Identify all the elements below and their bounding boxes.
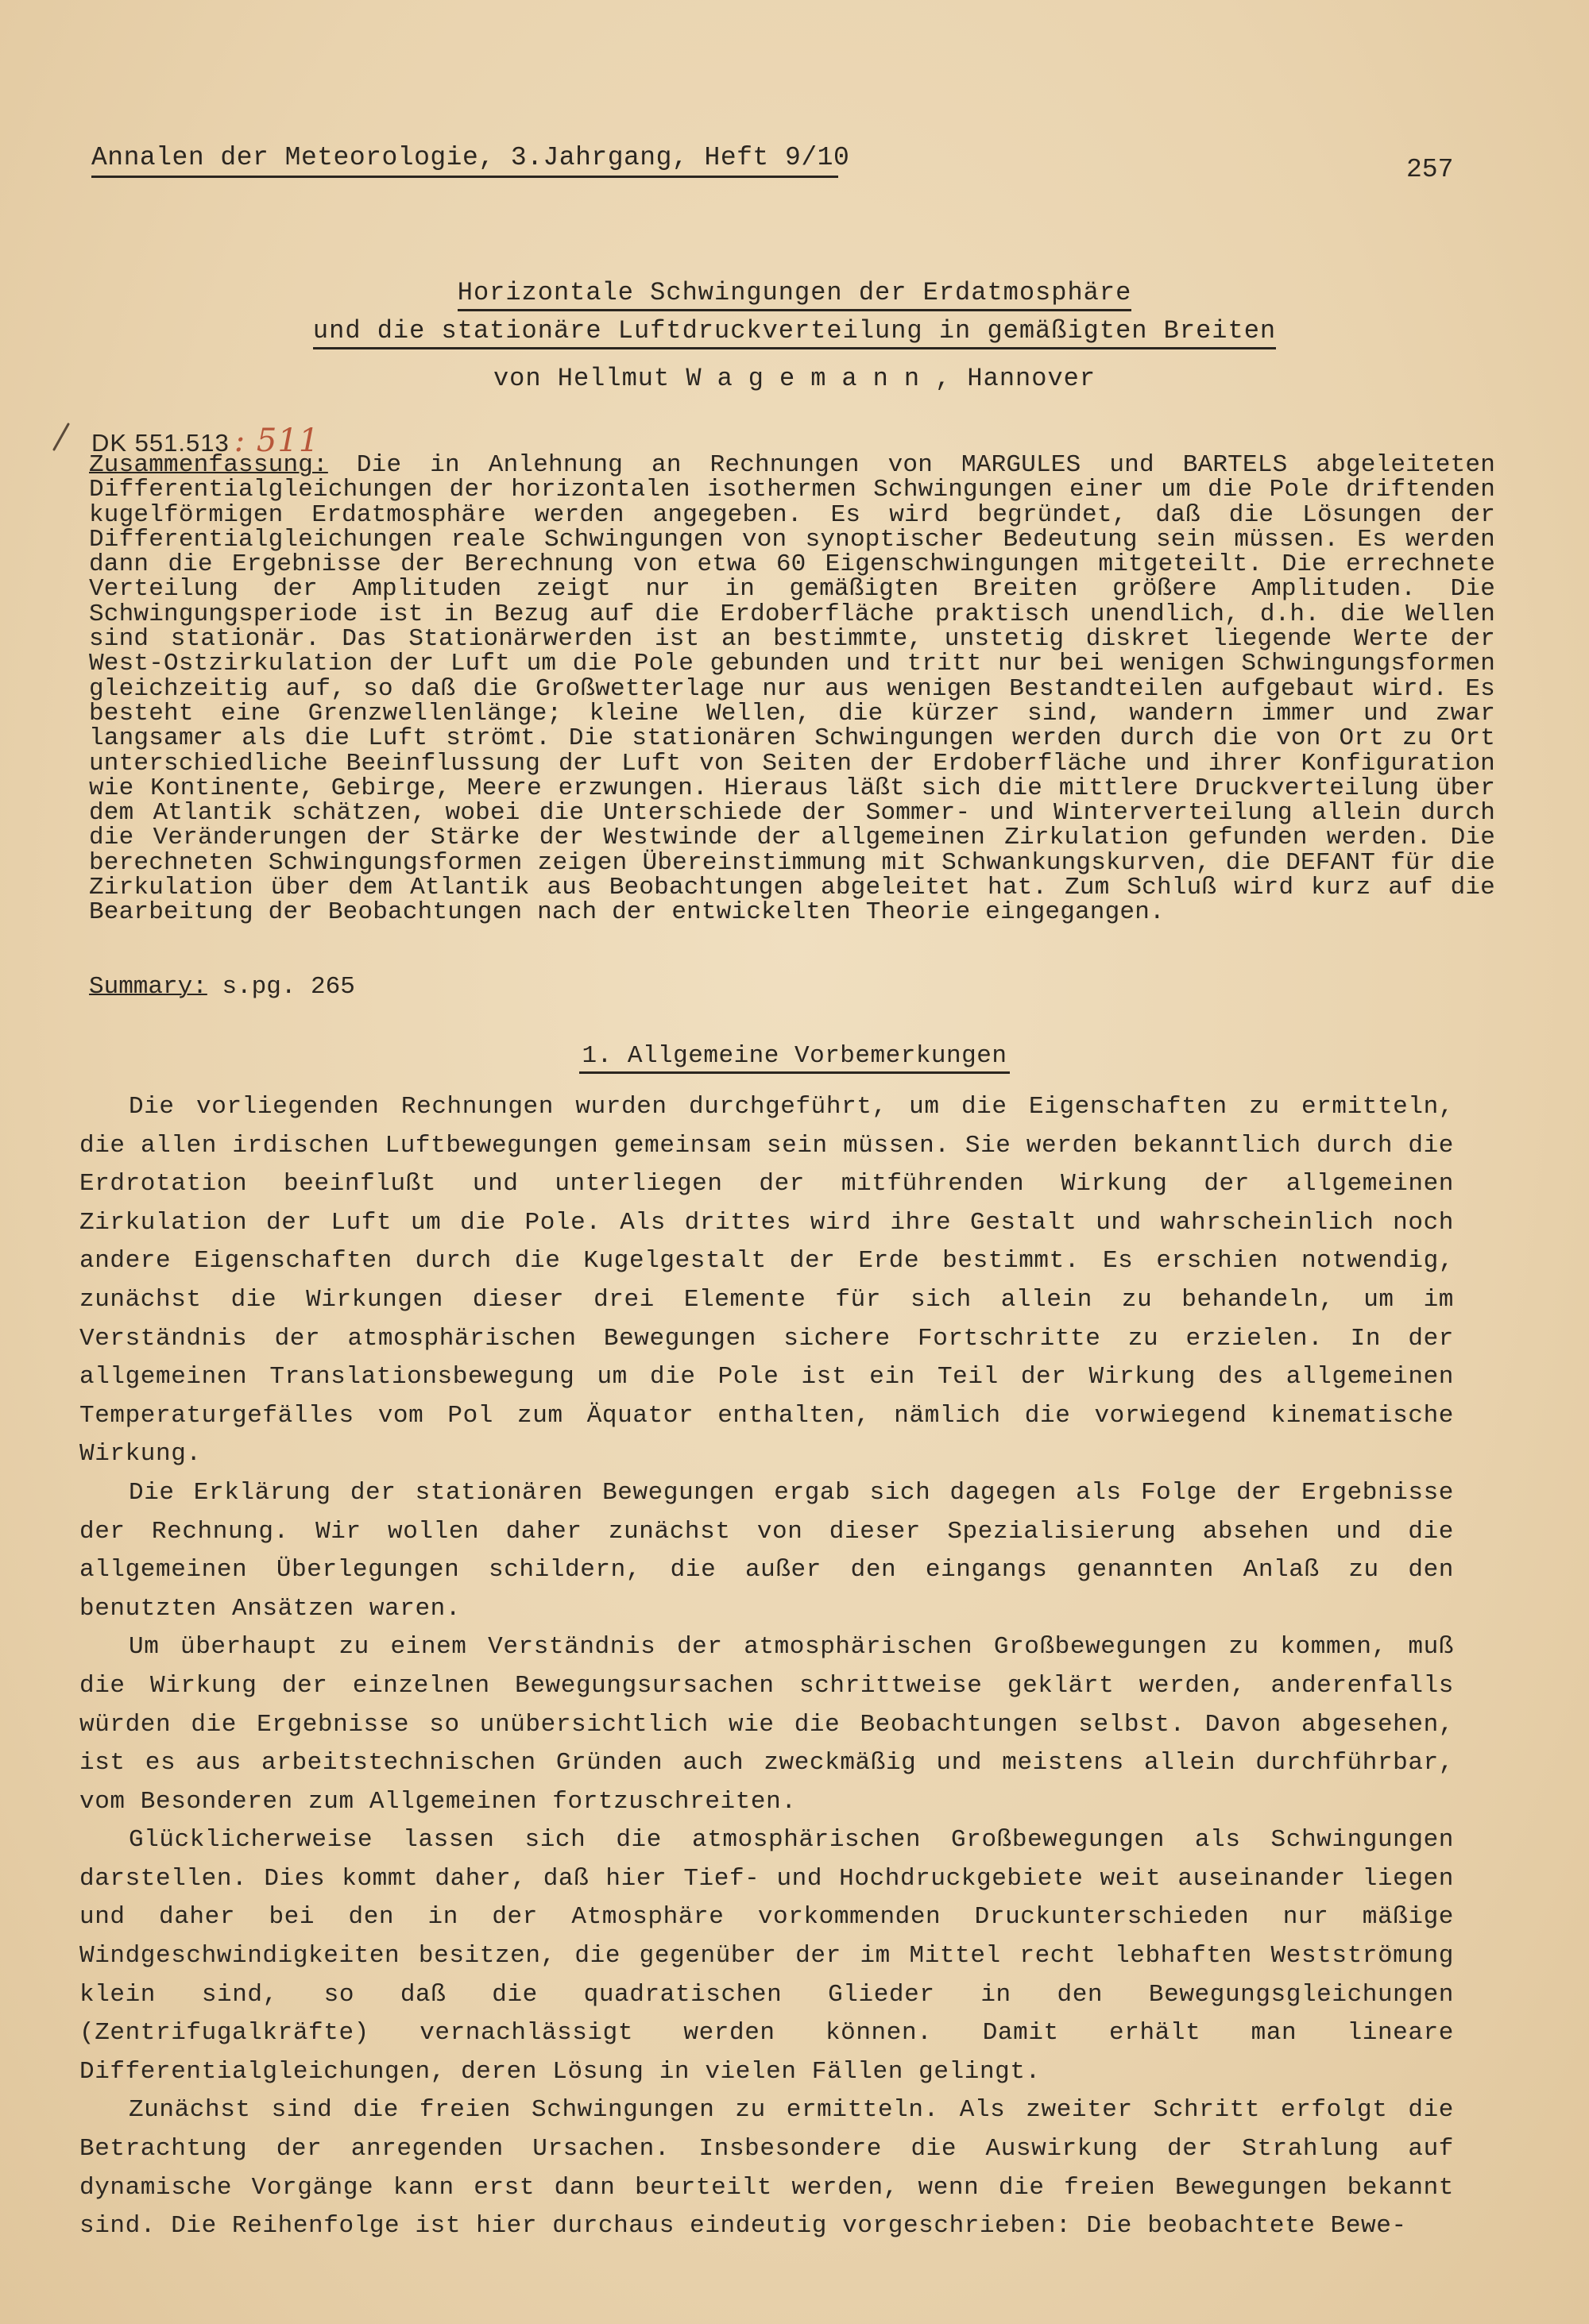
page-number: 257	[1406, 155, 1454, 184]
paragraph: Glücklicherweise lassen sich die atmosphärischen Großbewegungen als Schwingungen darstellen. Dies kommt daher, daß hier Tief- und Hochdruckgebiete weit auseinander liegen und daher bei den in der Atmosphäre vorkommenden Druckunterschieden nur mäßige Windgeschwindigkeiten besitzen, die gegenüber der im Mittel recht lebhaften Westströmung klein sind, so daß die quadratischen Glieder in den Bewegungsgleichungen (Zentrifugalkräfte) vernachlässigt werden können. Damit erhält man lineare Differentialgleichungen, deren Lösung in vielen Fällen gelingt.	[79, 1826, 1454, 2086]
section-heading	[0, 1042, 1589, 1074]
header-rule	[91, 176, 838, 178]
author-line	[0, 364, 1589, 393]
journal-header	[91, 143, 849, 178]
paragraph: Um überhaupt zu einem Verständnis der atmosphärischen Großbewegungen zu kommen, muß die Wirkung der einzelnen Bewegungsursachen schrittweise geklärt werden, anderenfalls würden die Ergebnisse so unübersichtlich wie die Beobachtungen selbst. Davon abgesehen, ist es aus arbeitstechnischen Gründen auch zweckmäßig und meistens allein durchführbar, vom Besonderen zum Allgemeinen fortzuschreiten.	[79, 1633, 1454, 1816]
summary-reference	[89, 973, 355, 1001]
title-line-2-text: und die stationäre Luftdruckverteilung in gemäßigten Breiten	[313, 316, 1276, 349]
summary-block	[89, 453, 1495, 925]
paragraph: Zunächst sind die freien Schwingungen zu ermitteln. Als zweiter Schritt erfolgt die Betrachtung der anregenden Ursachen. Insbesondere die Auswirkung der Strahlung auf dynamische Vorgänge kann erst dann beurteilt werden, wenn die freien Bewegungen bekannt sind. Die Reihenfolge ist hier durchaus eindeutig vorgeschrieben: Die beobachtete Bewe-	[79, 2096, 1454, 2241]
author-prefix: von Hellmut	[493, 364, 671, 393]
summary-ref-label: Summary:	[89, 973, 207, 1001]
title-line-1-text: Horizontale Schwingungen der Erdatmosphäre	[458, 278, 1132, 311]
title-line-1	[0, 278, 1589, 311]
title-line-2	[0, 316, 1589, 349]
handwritten-slash-mark	[49, 421, 72, 453]
paragraph: Die vorliegenden Rechnungen wurden durchgeführt, um die Eigenschaften zu ermitteln, die allen irdischen Luftbewegungen gemeinsam sein müssen. Sie werden bekanntlich durch die Erdrotation beeinflußt und unterliegen der mitführenden Wirkung der allgemeinen Zirkulation der Luft um die Pole. Als drittes wird ihre Gestalt und wahrscheinlich noch andere Eigenschaften durch die Kugelgestalt der Erde bestimmt. Es erschien notwendig, zunächst die Wirkungen dieser drei Elemente für sich allein zu behandeln, um im Verständnis der atmosphärischen Bewegungen sichere Fortschritte zu erzielen. In der allgemeinen Translationsbewegung um die Pole ist ein Teil der Wirkung des allgemeinen Temperaturgefälles vom Pol zum Äquator enthalten, nämlich die vorwiegend kinematische Wirkung.	[79, 1093, 1454, 1469]
summary-text: Die in Anlehnung an Rechnungen von MARGULES und BARTELS abgeleiteten Differentialgleichungen der horizontalen isothermen Schwingungen einer um die Pole driftenden kugelförmigen Erdatmosphäre werden angegeben. Es wird begründet, daß die Lösungen der Differentialgleichungen reale Schwingungen von synoptischer Bedeutung sein müssen. Es werden dann die Ergebnisse der Berechnung von etwa 60 Eigenschwingungen mitgeteilt. Die errechnete Verteilung der Amplituden zeigt nur in gemäßigten Breiten größere Amplituden. Die Schwingungsperiode ist in Bezug auf die Erdoberfläche praktisch unendlich, d.h. die Wellen sind stationär. Das Stationärwerden ist an bestimmte, unstetig diskret liegende Werte der West-Ostzirkulation der Luft um die Pole gebunden und tritt nur bei wenigen Schwingungsformen gleichzeitig auf, so daß die Großwetterlage nur aus wenigen Bestandteilen aufgebaut wird. Es besteht eine Grenzwellenlänge; kleine Wellen, die kürzer sind, wandern immer und zwar langsamer als die Luft strömt. Die stationären Schwingungen werden durch die von Ort zu Ort unterschiedliche Beeinflussung der Luft von Seiten der Erdoberfläche und ihrer Konfiguration wie Kontinente, Gebirge, Meere erzwungen. Hieraus läßt sich die mittlere Druckverteilung über dem Atlantik schätzen, wobei die Unterschiede der Sommer- und Winterverteilung allein durch die Veränderungen der Stärke der Westwinde der allgemeinen Zirkulation gefunden werden. Die berechneten Schwingungsformen zeigen Übereinstimmung mit Schwankungskurven, die DEFANT für die Zirkulation über dem Atlantik aus Beobachtungen abgeleitet hat. Zum Schluß wird kurz auf die Bearbeitung der Beobachtungen nach der entwickelten Theorie eingegangen.	[89, 451, 1495, 927]
author-suffix: , Hannover	[935, 364, 1096, 393]
summary-ref-page: s.pg. 265	[222, 973, 355, 1001]
body-text	[79, 1088, 1454, 2246]
author-name: Wagemann	[686, 364, 936, 393]
section-heading-text: 1. Allgemeine Vorbemerkungen	[579, 1042, 1011, 1074]
paragraph: Die Erklärung der stationären Bewegungen ergab sich dagegen als Folge der Ergebnisse der Rechnung. Wir wollen daher zunächst von dieser Spezialisierung absehen und die allgemeinen Überlegungen schildern, die außer den eingangs genannten Anlaß zu den benutzten Ansätzen waren.	[79, 1478, 1454, 1623]
dk-label: DK 551.513	[91, 429, 230, 457]
journal-line: Annalen der Meteorologie, 3.Jahrgang, Heft 9/10	[91, 143, 850, 172]
handwritten-annotation: : 511	[234, 423, 320, 459]
summary-label: Zusammenfassung:	[89, 451, 328, 479]
